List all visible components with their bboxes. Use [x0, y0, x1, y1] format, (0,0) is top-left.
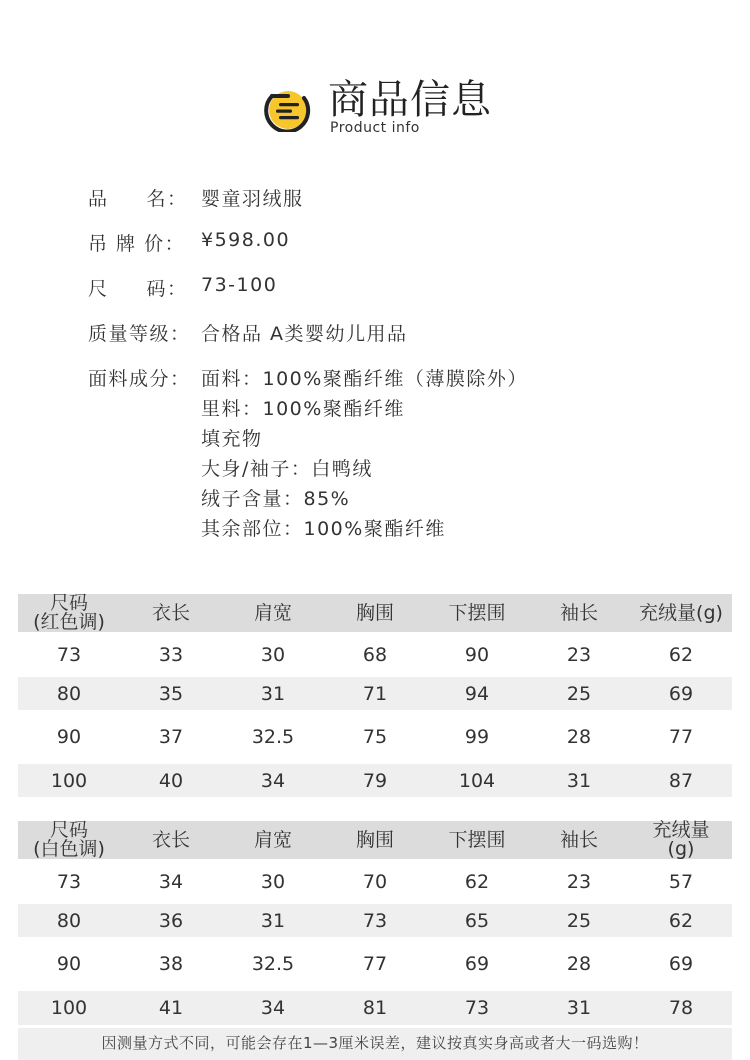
table-row: [18, 677, 732, 710]
table-cell: 37: [158, 726, 184, 748]
table-cell: 36: [158, 909, 184, 932]
info-value-composition: [201, 364, 528, 544]
composition-line: 面料：100%聚酯纤维（薄膜除外）: [201, 368, 528, 390]
table-cell: 34: [260, 997, 286, 1019]
table-header: [18, 821, 732, 859]
table-cell: 30: [260, 643, 286, 666]
table-cell: 90: [56, 726, 82, 748]
product-info-header: [0, 70, 750, 150]
info-value-size: 73-100: [201, 274, 278, 296]
table-cell: 32.5: [251, 953, 295, 975]
table-cell: 73: [464, 997, 490, 1019]
table-header-cell: 下摆围: [448, 828, 506, 851]
info-value-name: 婴童羽绒服: [201, 188, 304, 210]
composition-line: 里料：100%聚酯纤维: [201, 398, 405, 420]
table-cell: 90: [56, 953, 82, 975]
table-cell: 32.5: [251, 726, 295, 748]
composition-line: 大身/袖子：白鸭绒: [201, 458, 373, 480]
table-row: [18, 904, 732, 937]
table-row: [18, 764, 732, 797]
info-value-quality: 合格品 A类婴幼儿用品: [201, 323, 408, 345]
table-cell: 23: [566, 870, 592, 893]
table-cell: 99: [464, 726, 490, 748]
page-subtitle: Product info: [330, 120, 420, 136]
table-header-cell: 胸围: [355, 828, 394, 851]
table-header-cell: 袖长: [559, 601, 598, 624]
table-cell: 31: [566, 997, 592, 1019]
table-cell: 28: [566, 726, 592, 748]
table-header-cell: 衣长: [151, 828, 190, 851]
composition-line: 其余部位：100%聚酯纤维: [201, 518, 446, 540]
table-cell: 80: [56, 909, 82, 932]
table-header-cell: 衣长: [151, 601, 190, 624]
info-row-price: [88, 229, 290, 256]
table-cell: 68: [362, 643, 388, 666]
table-cell: 31: [260, 682, 286, 705]
table-cell: 73: [362, 909, 388, 932]
info-label-quality: 质量等级：: [88, 323, 191, 345]
table-cell: 73: [56, 870, 82, 893]
info-label-price: 吊 牌 价：: [88, 233, 186, 255]
table-cell: 100: [50, 997, 88, 1019]
table-cell: 65: [464, 909, 490, 932]
table-cell: 62: [668, 909, 694, 932]
table-cell: 33: [158, 643, 184, 666]
list-circle-icon: [264, 86, 314, 132]
table-cell: 78: [668, 997, 694, 1019]
table-cell: 30: [260, 870, 286, 893]
table-cell: 69: [668, 682, 694, 705]
table-cell: 90: [464, 643, 490, 666]
table-cell: 71: [362, 682, 388, 705]
table-cell: 57: [668, 870, 694, 893]
info-row-quality: [88, 319, 408, 346]
size-table-white: [18, 821, 732, 1025]
table-header-cell: 尺码 (白色调): [33, 819, 105, 860]
table-cell: 31: [260, 909, 286, 932]
table-cell: 62: [464, 870, 490, 893]
table-row: [18, 710, 732, 764]
table-header: [18, 594, 732, 632]
table-header-cell: 充绒量(g): [639, 601, 723, 624]
table-cell: 23: [566, 643, 592, 666]
info-row-size: [88, 274, 277, 301]
composition-line: 填充物: [201, 428, 263, 450]
table-cell: 73: [56, 643, 82, 666]
table-row: [18, 937, 732, 991]
table-cell: 75: [362, 726, 388, 748]
info-label-size: 尺 码：: [88, 278, 188, 300]
table-cell: 62: [668, 643, 694, 666]
info-row-composition: [88, 364, 528, 544]
table-cell: 34: [158, 870, 184, 893]
table-cell: 77: [668, 726, 694, 748]
table-cell: 69: [668, 953, 694, 975]
table-header-cell: 下摆围: [448, 601, 506, 624]
table-row: [18, 632, 732, 677]
info-row-name: [88, 184, 304, 211]
table-cell: 94: [464, 682, 490, 705]
table-cell: 80: [56, 682, 82, 705]
table-header-cell: 肩宽: [253, 601, 292, 624]
table-header-cell: 充绒量 (g): [652, 819, 710, 860]
info-value-price: ¥598.00: [201, 229, 291, 251]
table-header-cell: 肩宽: [253, 828, 292, 851]
table-cell: 31: [566, 769, 592, 792]
table-cell: 81: [362, 997, 388, 1019]
table-cell: 28: [566, 953, 592, 975]
info-label-composition: 面料成分：: [88, 368, 191, 390]
table-row: [18, 859, 732, 904]
table-cell: 77: [362, 953, 388, 975]
measurement-note: 因测量方式不同，可能会存在1—3厘米误差，建议按真实身高或者大一码选购！: [18, 1028, 732, 1060]
info-label-name: 品 名：: [88, 188, 188, 210]
table-cell: 70: [362, 870, 388, 893]
page-title: 商品信息: [328, 77, 492, 123]
table-cell: 25: [566, 909, 592, 932]
table-cell: 100: [50, 769, 88, 792]
table-header-cell: 胸围: [355, 601, 394, 624]
table-cell: 79: [362, 769, 388, 792]
table-cell: 104: [458, 769, 496, 792]
table-row: [18, 991, 732, 1025]
table-cell: 40: [158, 769, 184, 792]
composition-line: 绒子含量：85%: [201, 488, 351, 510]
table-header-cell: 袖长: [559, 828, 598, 851]
table-cell: 41: [158, 997, 184, 1019]
table-header-cell: 尺码 (红色调): [33, 592, 105, 633]
table-cell: 25: [566, 682, 592, 705]
table-cell: 34: [260, 769, 286, 792]
size-table-red: [18, 594, 732, 797]
table-cell: 69: [464, 953, 490, 975]
table-cell: 87: [668, 769, 694, 792]
table-cell: 35: [158, 682, 184, 705]
table-cell: 38: [158, 953, 184, 975]
